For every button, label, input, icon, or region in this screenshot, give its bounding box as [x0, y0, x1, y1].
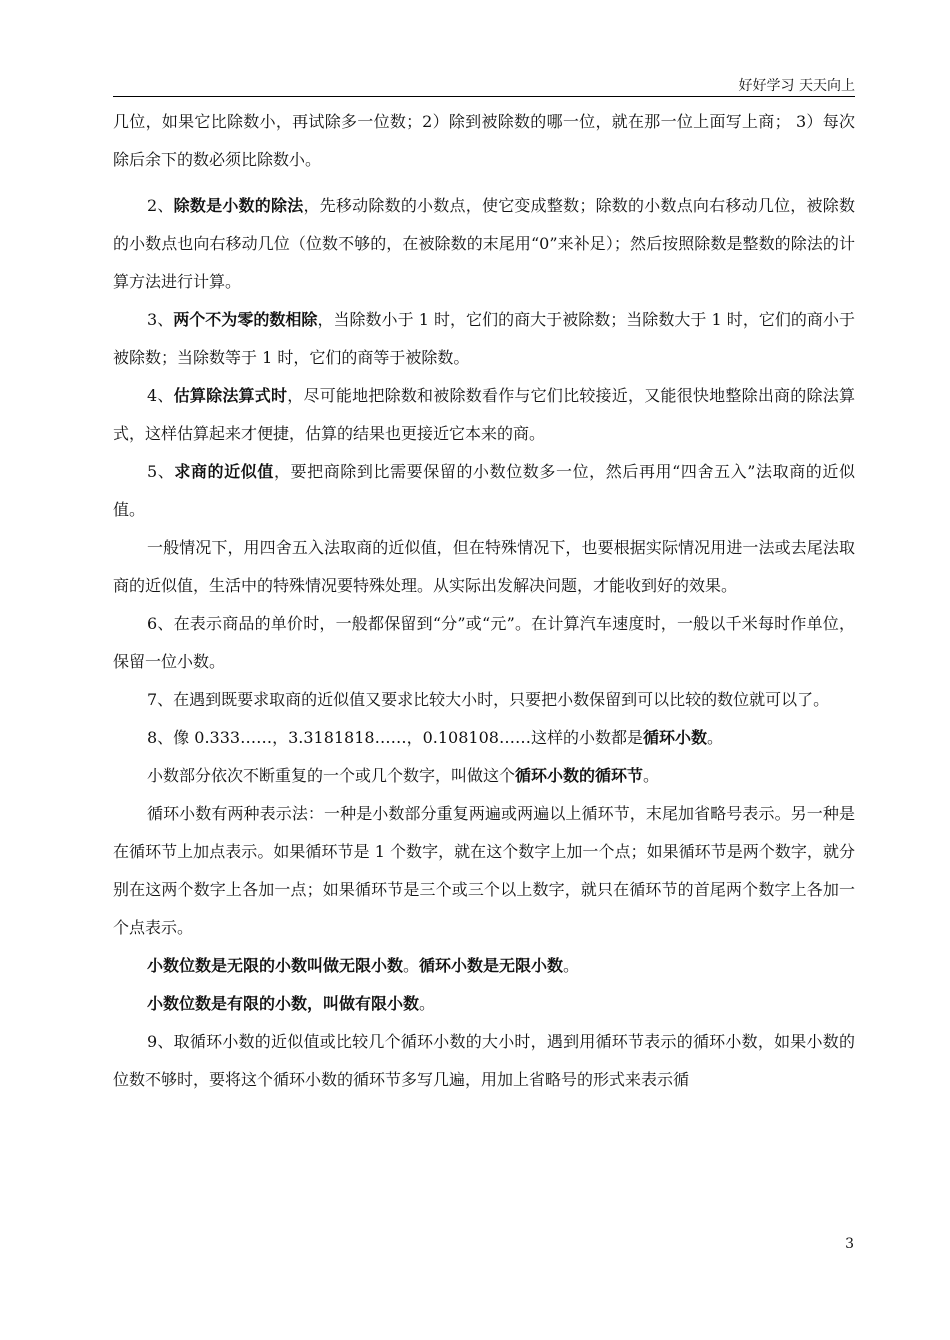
- paragraph-6: 6、在表示商品的单价时，一般都保留到“分”或“元”。在计算汽车速度时，一般以千米每时作单位，保留一位小数。: [113, 614, 855, 671]
- document-body: [113, 103, 855, 1099]
- paragraph-5: 5、求商的近似值，要把商除到比需要保留的小数位数多一位，然后再用“四舍五入”法取商的近似值。: [113, 462, 855, 519]
- paragraph-8: 8、像 0.333……，3.3181818……，0.108108……这样的小数都是循环小数。: [147, 728, 723, 747]
- header-motto: 好好学习 天天向上: [738, 78, 855, 94]
- paragraph-2: 2、除数是小数的除法，先移动除数的小数点，使它变成整数；除数的小数点向右移动几位，被除数的小数点也向右移动几位（位数不够的，在被除数的末尾用“0”来补足）；然后按照除数是整数的除法的计算方法进行计算。: [113, 196, 855, 291]
- paragraph-1-cont: 几位，如果它比除数小，再试除多一位数；2）除到被除数的哪一位，就在那一位上面写上商； 3）每次除后余下的数必须比除数小。: [113, 112, 855, 169]
- paragraph-cycle-def: 小数部分依次不断重复的一个或几个数字，叫做这个循环小数的循环节。: [147, 766, 660, 785]
- paragraph-9: 9、取循环小数的近似值或比较几个循环小数的大小时，遇到用循环节表示的循环小数，如果小数的位数不够时，要将这个循环小数的循环节多写几遍，用加上省略号的形式来表示循: [113, 1032, 855, 1089]
- page-number: 3: [845, 1236, 854, 1252]
- paragraph-3: 3、两个不为零的数相除，当除数小于 1 时，它们的商大于被除数；当除数大于 1 时，它们的商小于被除数；当除数等于 1 时，它们的商等于被除数。: [113, 310, 855, 367]
- paragraph-4: 4、估算除法算式时，尽可能地把除数和被除数看作与它们比较接近，又能很快地整除出商的除法算式，这样估算起来才便捷，估算的结果也更接近它本来的商。: [113, 386, 855, 443]
- paragraph-infinite: 小数位数是无限的小数叫做无限小数。循环小数是无限小数。: [147, 956, 580, 975]
- paragraph-finite: 小数位数是有限的小数，叫做有限小数。: [147, 994, 436, 1013]
- page-header: [113, 76, 855, 97]
- paragraph-notation: 循环小数有两种表示法：一种是小数部分重复两遍或两遍以上循环节，末尾加省略号表示。另一种是在循环节上加点表示。如果循环节是 1 个数字，就在这个数字上加一个点；如果循环节是两个数字，就分别在这两个数字上各加一点；如果循环节是三个或三个以上数字，就只在循环节的首尾两个数字上各加一个点表示。: [113, 804, 855, 937]
- paragraph-approx: 一般情况下，用四舍五入法取商的近似值，但在特殊情况下，也要根据实际情况用进一法或去尾法取商的近似值，生活中的特殊情况要特殊处理。从实际出发解决问题，才能收到好的效果。: [113, 538, 855, 595]
- paragraph-7: 7、在遇到既要求取商的近似值又要求比较大小时，只要把小数保留到可以比较的数位就可以了。: [147, 690, 830, 709]
